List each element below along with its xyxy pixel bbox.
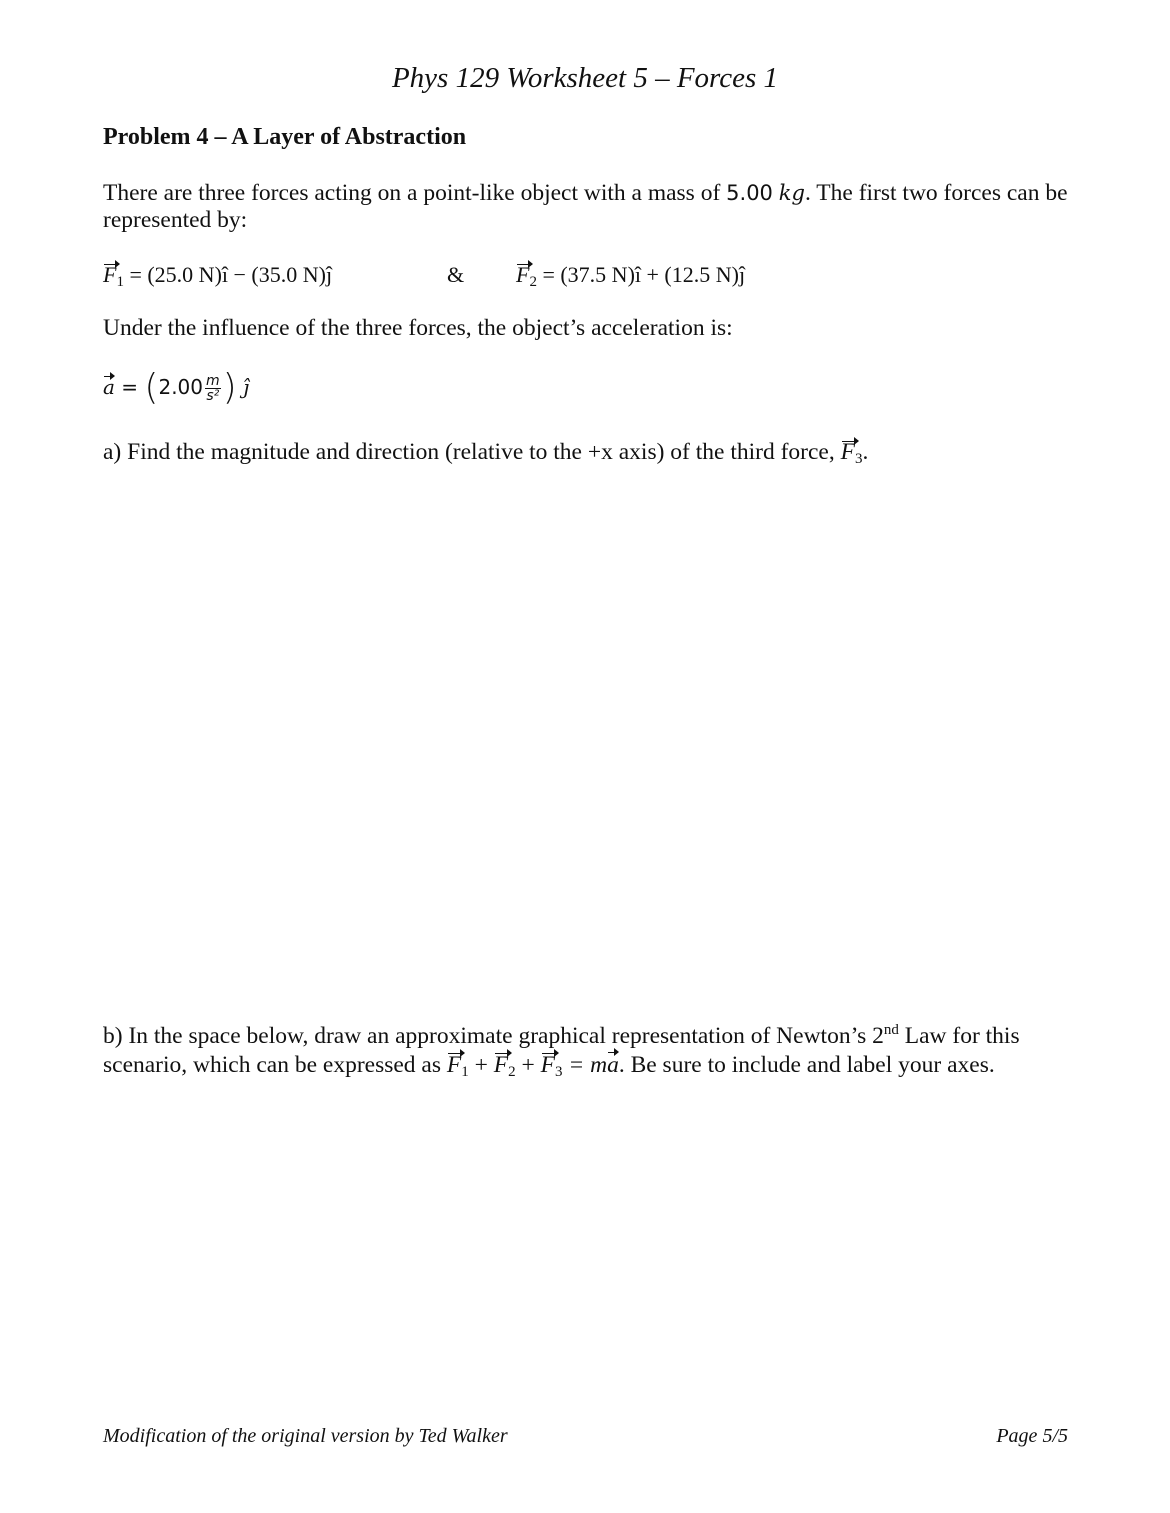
acceleration-equation	[103, 367, 249, 408]
acceleration-unit-fraction	[205, 374, 221, 403]
force-1-subscript: 1	[116, 274, 124, 290]
part-b-text-2: Law for this scenario, which can be expressed as	[103, 1023, 1020, 1078]
force-3-subscript: 3	[854, 451, 863, 467]
unit-vector-j: ĵ	[243, 375, 250, 399]
f3-symbol: F	[540, 1052, 555, 1078]
f2-subscript: 2	[508, 1064, 516, 1080]
part-a-question	[103, 439, 1068, 473]
force-1-expression: = (25.0 N)î − (35.0 N)ĵ	[123, 262, 333, 287]
f3-subscript: 3	[554, 1064, 563, 1080]
part-b-text-3: . Be sure to include and label your axes.	[618, 1052, 995, 1078]
unit-numerator: m	[206, 373, 220, 389]
ampersand: &	[447, 262, 465, 287]
force-2-equation	[516, 262, 745, 291]
intro-paragraph	[103, 180, 1068, 234]
mass-unit: kg	[778, 181, 805, 205]
acceleration-intro: Under the influence of the three forces, the object’s acceleration is:	[103, 315, 733, 341]
force-3-symbol: F	[840, 439, 855, 465]
acceleration-value: 2.00	[158, 375, 203, 399]
force-2-expression: = (37.5 N)î + (12.5 N)ĵ	[536, 262, 746, 287]
page-number: Page 5/5	[996, 1425, 1068, 1447]
open-paren: (	[144, 367, 159, 408]
f1-symbol: F	[446, 1052, 462, 1078]
a-vector-symbol: a	[607, 1052, 619, 1078]
f1-subscript: 1	[461, 1064, 469, 1080]
part-a-text: a) Find the magnitude and direction (relative to the +x axis) of the third force,	[103, 439, 841, 465]
part-b-text: b) In the space below, draw an approximate graphical representation of Newton’s 2	[103, 1023, 884, 1049]
part-b-question	[103, 1016, 1068, 1087]
problem-title: Problem 4 – A Layer of Abstraction	[103, 124, 467, 150]
force-2-symbol: F	[516, 262, 530, 287]
intro-text: There are three forces acting on a point-like object with a mass of	[103, 180, 727, 206]
close-paren: )	[222, 367, 237, 408]
acceleration-equals: =	[114, 375, 145, 399]
plus-sign: +	[515, 1052, 541, 1078]
f2-symbol: F	[493, 1052, 509, 1078]
force-2-subscript: 2	[529, 274, 537, 290]
acceleration-symbol: a	[103, 375, 115, 399]
force-1-equation	[103, 262, 332, 291]
equals-m: = m	[562, 1052, 608, 1078]
footer-credit: Modification of the original version by Ted Walker	[103, 1425, 508, 1447]
plus-sign: +	[468, 1052, 494, 1078]
page-title: Phys 129 Worksheet 5 – Forces 1	[391, 62, 779, 94]
force-1-symbol: F	[103, 262, 117, 287]
intro-text-end: . The first two forces can be represented by:	[103, 180, 1068, 233]
part-b-superscript: nd	[883, 1022, 899, 1038]
mass-value: 5.00	[726, 181, 773, 205]
unit-denominator: s²	[206, 388, 220, 404]
part-a-end: .	[862, 439, 869, 465]
